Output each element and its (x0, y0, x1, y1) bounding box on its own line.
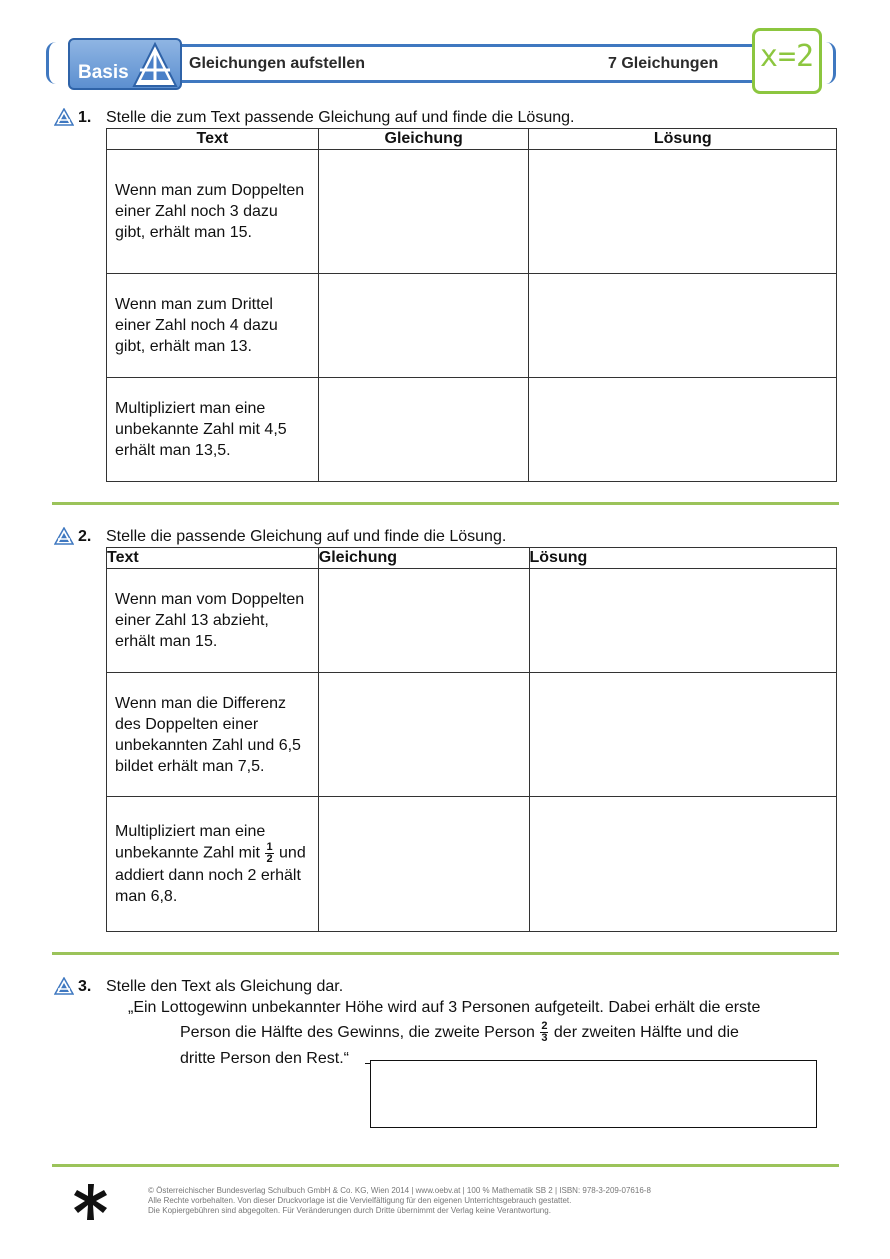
footer-copyright (148, 1186, 651, 1216)
column-header-text: Text (107, 129, 319, 150)
column-header-gleichung: Gleichung (318, 548, 529, 569)
table-row (107, 569, 837, 673)
equation-cell[interactable] (318, 673, 529, 797)
x2-logo (752, 28, 822, 94)
header-top-line (182, 44, 754, 47)
triangle-icon (132, 42, 178, 88)
separator-line (52, 952, 839, 955)
exercise-1-table (106, 128, 837, 482)
level-triangle-icon (54, 977, 74, 995)
column-header-gleichung: Gleichung (318, 129, 529, 150)
answer-box[interactable] (370, 1060, 817, 1128)
table-row (107, 150, 837, 274)
row-text: Wenn man vom Doppelten einer Zahl 13 abzieht, erhält man 15. (107, 569, 319, 673)
x2-logo-text: x=2 (759, 39, 815, 74)
exercise-3-quote-line-2: Person die Hälfte des Gewinns, die zweite Person $\frac{2}{3}$ der zweiten Hälfte und die (180, 1020, 739, 1045)
basis-label: Basis (78, 62, 129, 83)
exercise-1-instruction: Stelle die zum Text passende Gleichung auf und finde die Lösung. (106, 109, 575, 126)
row-text-part1: Multipliziert man eine unbekannte Zahl mit (115, 823, 266, 862)
table-row (107, 274, 837, 378)
equation-cell[interactable] (318, 274, 529, 378)
solution-cell[interactable] (529, 150, 837, 274)
column-header-text: Text (107, 548, 319, 569)
separator-line (52, 502, 839, 505)
column-header-loesung: Lösung (529, 129, 837, 150)
footer-line-1: © Österreichischer Bundesverlag Schulbuch GmbH & Co. KG, Wien 2014 | www.oebv.at | 100 % Mathematik SB 2 | ISBN: 978-3-209-07616-8 (148, 1186, 651, 1195)
basis-badge (68, 38, 182, 90)
equation-cell[interactable] (318, 797, 529, 932)
exercise-2-table (106, 547, 837, 932)
table-row (107, 673, 837, 797)
row-text (107, 797, 319, 932)
fraction-one-half: $\frac{1}{2}$ (266, 841, 273, 865)
row-text: Wenn man zum Doppelten einer Zahl noch 3 dazu gibt, erhält man 15. (107, 150, 319, 274)
exercise-3-number: 3. (78, 978, 92, 995)
equation-cell[interactable] (318, 569, 529, 673)
publisher-logo-icon (72, 1182, 110, 1222)
footer-line-2: Alle Rechte vorbehalten. Von dieser Druckvorlage ist die Vervielfältigung für den eigenen Unterrichtsgebrauch gestattet. (148, 1196, 572, 1205)
level-triangle-icon (54, 527, 74, 545)
exercise-2-number: 2. (78, 528, 92, 545)
solution-cell[interactable] (529, 378, 837, 482)
exercise-3-quote-line-3: dritte Person den Rest.“ (180, 1050, 349, 1067)
exercise-3-instruction: Stelle den Text als Gleichung dar. (106, 978, 344, 995)
solution-cell[interactable] (529, 673, 837, 797)
row-text-part2: und addiert dann noch 2 erhält man 6,8. (115, 844, 306, 905)
equation-cell[interactable] (318, 150, 529, 274)
table-row (107, 378, 837, 482)
row-text: Wenn man zum Drittel einer Zahl noch 4 dazu gibt, erhält man 13. (107, 274, 319, 378)
footer-line-3: Die Kopiergebühren sind abgegolten. Für Veränderungen durch Dritte übernimmt der Verlag keine Verantwortung. (148, 1206, 551, 1215)
exercise-3-quote-line-1: „Ein Lottogewinn unbekannter Höhe wird auf 3 Personen aufgeteilt. Dabei erhält die erste (128, 999, 761, 1016)
exercise-1-number: 1. (78, 109, 92, 126)
separator-line (52, 1164, 839, 1167)
table-header-row (107, 129, 837, 150)
equation-cell[interactable] (318, 378, 529, 482)
exercise-2-instruction: Stelle die passende Gleichung auf und finde die Lösung. (106, 528, 507, 545)
table-row (107, 797, 837, 932)
chapter-title: 7 Gleichungen (608, 55, 719, 72)
page-title: Gleichungen aufstellen (189, 55, 366, 72)
solution-cell[interactable] (529, 797, 837, 932)
row-text: Multipliziert man eine unbekannte Zahl mit 4,5 erhält man 13,5. (107, 378, 319, 482)
solution-cell[interactable] (529, 569, 837, 673)
level-triangle-icon (54, 108, 74, 126)
column-header-loesung: Lösung (529, 548, 837, 569)
header-bottom-line (182, 80, 754, 83)
row-text: Wenn man die Differenz des Doppelten einer unbekannten Zahl und 6,5 bildet erhält man 7,5. (107, 673, 319, 797)
solution-cell[interactable] (529, 274, 837, 378)
fraction-two-thirds: $\frac{2}{3}$ (541, 1020, 548, 1045)
table-header-row (107, 548, 837, 569)
